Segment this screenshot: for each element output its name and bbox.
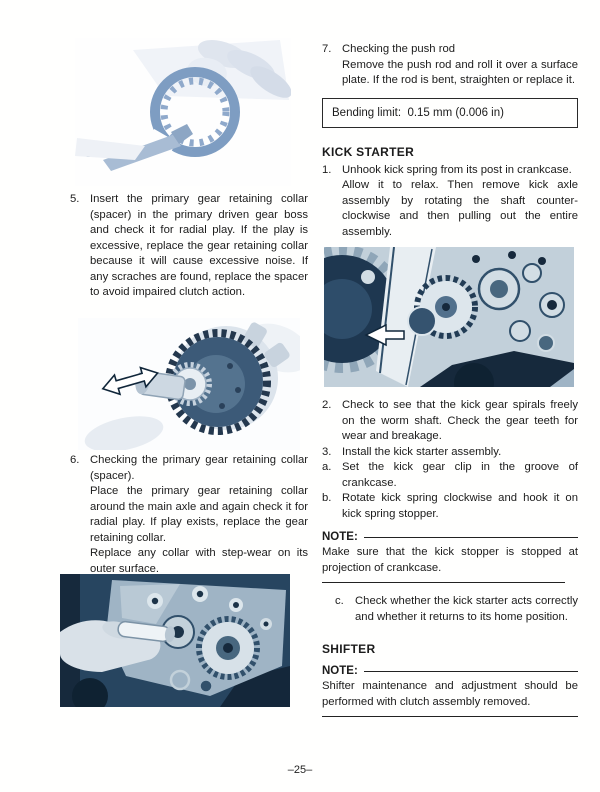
kick-substep-c-text: Check whether the kick starter acts correctly and whether it returns to its home position. [355,595,578,623]
kick-step-2 [322,398,578,445]
note-body: Make sure that the kick stopper is stopped at projection of crankcase. [322,546,578,574]
kick-step-3 [322,445,578,461]
primary-gear-photo-illustration [78,318,300,450]
note-end-rule [322,716,578,717]
kick-step-1 [322,163,578,241]
step-6-para2: Replace any collar with step-wear on its outer surface. [90,547,308,575]
kick-step-2-text: Check to see that the kick gear spirals freely on the worm shaft. Check the gear teeth for wear and breakage. [342,399,578,442]
photo-crankcase-hand [60,574,290,712]
kick-substep-c [335,594,578,625]
section-heading-kick-starter: KICK STARTER [322,144,415,159]
note-rule [364,671,578,672]
photo-clutch-ring [75,38,291,191]
section-heading-shifter: SHIFTER [322,642,376,656]
page-number: –25– [287,764,313,776]
crankcase-photo-illustration [60,574,290,707]
spec-label: Bending limit: [332,106,402,119]
kick-substep-a-letter: a. [322,461,332,473]
kick-substep-b-letter: b. [322,492,332,504]
kick-substep-b [322,491,578,522]
kick-substep-a [322,460,578,491]
note-kick-stopper [322,531,578,583]
step-5-text: Insert the primary gear retaining collar (spacer) in the primary driven gear boss and check it for radial play. If the play is excessive, replace the gear retaining collar because it will cause excessive noise. If any scraches are found, replace the spacer to avoid impaired clutch action. [90,193,308,298]
note-body: Shifter maintenance and adjustment should be performed with clutch assembly removed. [322,680,578,708]
kick-step-3-text: Install the kick starter assembly. [342,445,502,458]
kick-step-3-number: 3. [322,445,332,458]
note-label: NOTE: [322,665,358,677]
photo-kick-starter [324,247,578,392]
step-7-number: 7. [322,43,332,55]
step-6-title: Checking the primary gear retaining collar (spacer). [90,454,308,482]
step-7 [322,42,578,89]
kick-substep-c-letter: c. [335,595,344,607]
kick-step-1-line2: Allow it to relax. Then remove kick axle assembly by rotating the shaft counter-clockwise and then pulling out the entire assembly. [342,179,578,238]
step-6-number: 6. [70,454,80,466]
step-6 [70,453,308,577]
right-column [322,42,578,717]
kick-substep-a-text: Set the kick gear clip in the groove of crankcase. [342,461,578,489]
spec-box-bending-limit [322,98,578,128]
kick-step-1-number: 1. [322,163,332,176]
step-7-text: Remove the push rod and roll it over a surface plate. If the rod is bent, straighten or replace it. [342,58,578,86]
note-shifter [322,665,578,717]
photo-primary-gear [78,318,300,455]
step-7-title: Checking the push rod [342,43,456,55]
kick-starter-photo-illustration [324,247,574,387]
note-label: NOTE: [322,531,358,543]
kick-substep-b-text: Rotate kick spring clockwise and hook it on kick spring stopper. [342,492,578,520]
kick-step-1-line1: Unhook kick spring from its post in crankcase. [342,163,572,176]
clutch-ring-photo-illustration [75,38,291,186]
step-6-para1: Place the primary gear retaining collar around the main axle and again check it for radial play. If play exists, replace the gear retaining collar. [90,485,308,544]
step-5-number: 5. [70,193,80,205]
spec-value: 0.15 mm (0.006 in) [407,106,504,119]
step-5 [70,192,308,301]
kick-step-2-number: 2. [322,399,332,411]
note-rule [364,537,578,538]
note-end-rule [322,582,565,583]
